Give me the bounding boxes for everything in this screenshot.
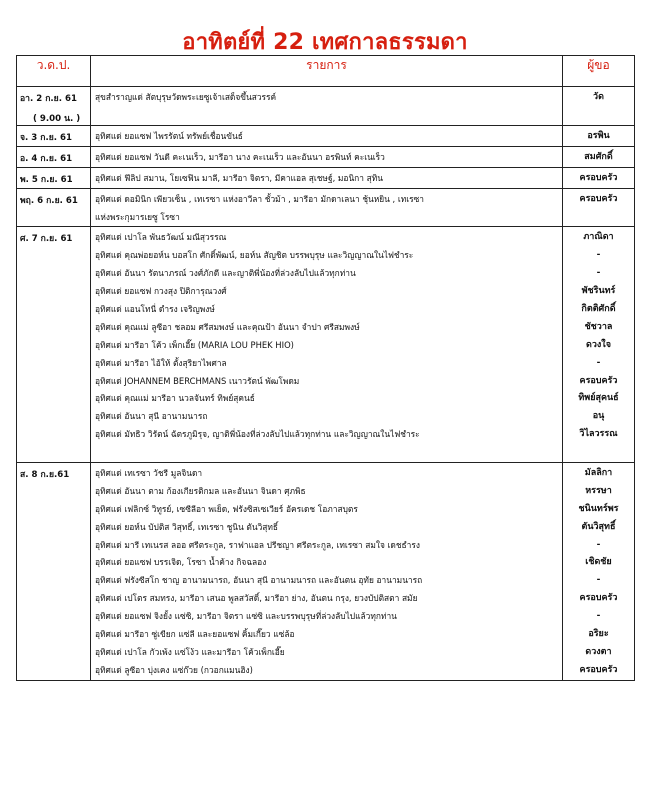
header-date: ว.ด.ป. — [17, 56, 91, 87]
requester-name: ครอบครัว — [579, 593, 618, 604]
requester-name: อริยะ — [588, 629, 609, 640]
requester-name: ชัชวาล — [584, 321, 613, 332]
mass-intentions-table — [16, 55, 635, 681]
items-cell — [91, 188, 563, 227]
items-cell — [91, 146, 563, 167]
requester-name: - — [596, 357, 601, 368]
intention-text: แห่งพระกุมารเยซู โรซา — [95, 211, 180, 222]
table-row — [17, 188, 635, 227]
time-label: ( 9.00 น. ) — [33, 114, 81, 124]
date-cell — [17, 126, 91, 147]
requester-name: ตันวิสุทธิ์ — [581, 521, 616, 532]
intention-text: อุทิศแด่ ลูซีอา บุ่งเคง แซ่ก๊วย (กวอกแมนฮิง) — [95, 664, 253, 675]
page-title: อาทิตย์ที่ 22 เทศกาลธรรมดา — [182, 30, 468, 55]
intention-text: อุทิศแด่ ฟรังซีสโก ชาญ อานามนารถ, อันนา สุนี อานามนารถ และอันตน อุทัย อานามนารถ — [95, 575, 423, 586]
table-row — [17, 463, 635, 681]
items-cell — [91, 126, 563, 147]
requester-name: วัด — [593, 92, 604, 102]
intention-text: อุทิศแด่ มารีอา ซู่เขียก แซ่ลี และยอแซฟ คิ้มเกี๊ยว แซ่ล้อ — [95, 629, 295, 640]
requester-name: ดวงตา — [585, 646, 612, 657]
table-row — [17, 227, 635, 463]
intention-text: อุทิศแด่ มารีอา ไอ้ให้ ตั้งสุริยาไพศาล — [95, 357, 227, 368]
requester-name — [563, 444, 634, 462]
items-cell — [91, 463, 563, 681]
intention-text: อุทิศแด่ JOHANNEM BERCHMANS เนาวรัตน์ พัฒโพดม — [95, 375, 300, 386]
intention-text: อุทิศแด่ มารี เทเนรส ลออ ศรีตระกูล, ราฟาแอล ปรีชญา ศรีตระกูล, เทเรซา สมใจ เดชธำรง — [95, 539, 420, 550]
intention-text: อุทิศแด่ คุณแม่ มารีอา นวลจันทร์ ทิพย์สุคนธ์ — [95, 393, 255, 404]
requester-name: เชิดชัย — [585, 557, 612, 568]
requester-name — [563, 107, 634, 125]
table-row — [17, 167, 635, 188]
items-cell — [91, 227, 563, 463]
date-label: ศ. 7 ก.ย. 61 — [20, 234, 73, 245]
requester-name: - — [596, 250, 601, 261]
intention-text — [91, 107, 562, 125]
items-cell — [91, 87, 563, 126]
requester-name: ครอบครัว — [579, 172, 618, 183]
intention-text: อุทิศแด่ แอนโทนี่ ดำรง เจริญพงษ์ — [95, 304, 215, 315]
items-cell — [91, 167, 563, 188]
requester-cell — [563, 227, 635, 463]
intention-text: อุทิศแด่ มัทธิว วิรัตน์ ฉัตรภูมิรุจ, ญาติพี่น้องที่ล่วงลับไปแล้วทุกท่าน และวิญญาณในไฟชำระ — [95, 429, 420, 440]
intention-text: อุทิศแด่ ยอแซฟ บรรเจิด, โรซา น้ำค้าง กิจฉลอง — [95, 557, 267, 568]
intention-text: อุทิศแด่ ยอห์น บัปติส วิสุทธิ์, เทเรซา ชูนิน ตันวิสุทธิ์ — [95, 521, 279, 532]
date-cell — [17, 87, 91, 126]
intention-text: อุทิศแด่ ยอแซฟ จิงยั้ง แซ่ซิ, มารีอา จิตรา แซ่ซิ และบรรพบุรุษที่ล่วงลับไปแล้วทุกท่าน — [95, 611, 397, 622]
requester-name: ทิพย์สุคนธ์ — [578, 393, 619, 404]
requester-name: มัลลิกา — [584, 468, 613, 479]
requester-name: อรพิน — [587, 131, 610, 141]
date-cell — [17, 146, 91, 167]
requester-name: วิไลวรรณ — [579, 429, 618, 440]
intention-text: อุทิศแด่ ยอแซฟ วันดี คะเนเร็ว, มารีอา นาง คะเนเร็ว และอันนา อรพินท์ คะเนเร็ว — [95, 151, 385, 162]
intention-text: อุทิศแด่ ยอแซฟ ไพรรัตน์ ทรัพย์เชื่อนขันธ์ — [95, 131, 243, 141]
requester-name: - — [596, 539, 601, 550]
intention-text: อุทิศแด่ อันนา รัตนาภรณ์ วงศ์ภักดี และญาติพี่น้องที่ล่วงลับไปแล้วทุกท่าน — [95, 268, 356, 279]
intention-text: อุทิศแด่ อันนา สุนี อานามนารถ — [95, 411, 208, 422]
intention-text — [91, 444, 562, 462]
header-items: รายการ — [91, 56, 563, 87]
requester-name: ครอบครัว — [579, 664, 618, 675]
table-row — [17, 126, 635, 147]
requester-name — [563, 209, 634, 227]
table-row — [17, 87, 635, 126]
requester-name: อนุ — [592, 411, 605, 422]
requester-name: ครอบครัว — [579, 375, 618, 386]
table-header-row — [17, 56, 635, 87]
header-requester: ผู้ขอ — [563, 56, 635, 87]
intention-text: อุทิศแด่ คุณพ่อยอห์น บอสโก ศักดิ์พัฒน์, ยอห์น สัญชิต บรรพบุรุษ และวิญญาณในไฟชำระ — [95, 250, 414, 261]
requester-cell — [563, 167, 635, 188]
intention-text: อุทิศแด่ เปาโล พันธวัฒน์ มณีสุวรรณ — [95, 232, 227, 243]
requester-cell — [563, 463, 635, 681]
intention-text: อุทิศแด่ อันนา ตาม ก้องเกียรติกมล และอันนา จินดา ศุภพิธ — [95, 485, 306, 496]
date-cell — [17, 227, 91, 463]
intention-text: อุทิศแด่ ยอแซฟ กวงสุง ปิติการุณวงศ์ — [95, 286, 227, 297]
date-label: พ. 5 ก.ย. 61 — [20, 174, 73, 185]
requester-name: ภาณิดา — [583, 232, 614, 243]
date-cell — [17, 463, 91, 681]
requester-cell — [563, 146, 635, 167]
intention-text: อุทิศแด่ เทเรซา วัชรี มูลจินดา — [95, 468, 203, 479]
intention-text: อุทิศแด่ ดอมินิก เพียวเซ็น , เทเรซา แห่งอาวีลา ชั้วม้า , มารีอา มักดาเลนา ชุ้นหยิน , เทเรซา — [95, 193, 425, 204]
table-body — [17, 87, 635, 681]
requester-cell — [563, 126, 635, 147]
requester-name: กิตติศักดิ์ — [581, 304, 616, 315]
date-label: ส. 8 ก.ย.61 — [20, 470, 70, 481]
requester-name: สมศักดิ์ — [584, 151, 613, 162]
date-label: จ. 3 ก.ย. 61 — [20, 133, 72, 143]
intention-text: อุทิศแด่ มารีอา โค้ว เพ็กเอี๊ย (MARIA LOU PHEK HIO) — [95, 339, 294, 350]
requester-name: - — [596, 611, 601, 622]
intention-text: อุทิศแด่ ฟีลิป สมาน, โยเซฟิน มาลี, มารีอา จิตรา, มีคาแอล สุเชษฐ์, มอนิกา สุทิน — [95, 172, 383, 183]
intention-text: อุทิศแด่ เปาโล กัวเพ้ง แซ่โง้ว และมารีอา โค้วเพ็กเอี๊ย — [95, 646, 285, 657]
requester-name: ครอบครัว — [579, 193, 618, 204]
date-label: อา. 2 ก.ย. 61 — [20, 94, 77, 104]
requester-name: ชนินทร์พร — [578, 503, 619, 514]
date-cell — [17, 167, 91, 188]
requester-cell — [563, 188, 635, 227]
intention-text: อุทิศแด่ เปโตร สมทรง, มารีอา เสนอ พูลสวัสดิ์, มารีอา ย่าง, อันตน กรุง, ยวงบัปติสตา สมัย — [95, 593, 418, 604]
date-cell — [17, 188, 91, 227]
intention-text: อุทิศแด่ เฟลิกซ์ วิทูรย์, เซซีลีอา พเย็ด, ฟรังซิสเซเวียร์ อัครเดช โอภาสบุตร — [95, 503, 358, 514]
date-label: พฤ. 6 ก.ย. 61 — [20, 195, 78, 206]
requester-name: - — [596, 268, 601, 279]
requester-name: ดวงใจ — [586, 339, 611, 350]
intention-text: อุทิศแด่ คุณแม่ ลูซีอา ชลอม ศรีสมพงษ์ และคุณป้า อันนา จำปา ศรีสมพงษ์ — [95, 321, 360, 332]
requester-name: หรรษา — [585, 485, 612, 496]
requester-name: - — [596, 575, 601, 586]
table-row — [17, 146, 635, 167]
date-label: อ. 4 ก.ย. 61 — [20, 153, 73, 164]
requester-name: พัชรินทร์ — [581, 286, 616, 297]
requester-cell — [563, 87, 635, 126]
intention-text: สุขสำราญแด่ สัตบุรุษวัดพระเยซูเจ้าเสด็จขึ้นสวรรค์ — [95, 92, 277, 102]
